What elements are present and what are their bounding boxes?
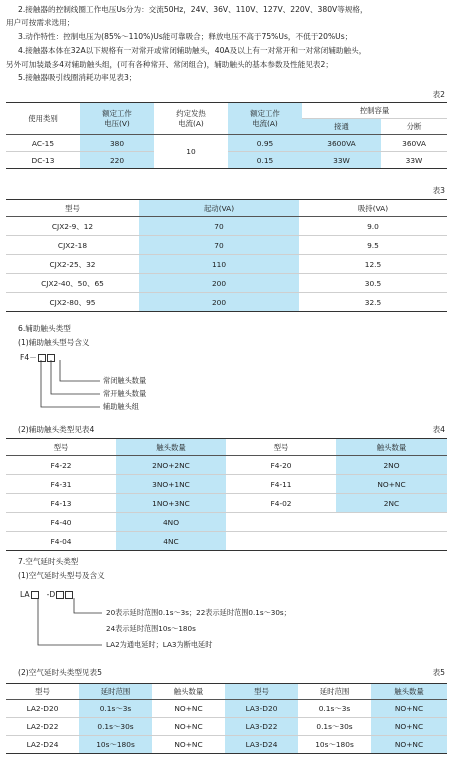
table4-header-model-2: 型号 [226,439,336,456]
table-row: F4-13 1NO+3NC F4-02 2NC [6,494,447,513]
table5-header-range: 延时范围 [79,684,152,700]
section7-title: 7.空气延时头类型 [18,557,79,566]
table-row: DC-13 220 0.15 33W 33W [6,152,447,169]
table3-header-start: 起动(VA) [139,200,299,217]
table4-header-contacts: 触头数量 [116,439,226,456]
table2-header-heat: 约定发热 电流(A) [154,103,228,135]
table5 [6,683,447,754]
table2-label: 表2 [432,90,445,99]
delay-code-mid: -D [46,590,56,599]
table5-header-range-2: 延时范围 [298,684,371,700]
table3-header-model: 型号 [6,200,139,217]
aux-code-prefix: F4－ [20,353,37,362]
table-row: F4-04 4NC [6,532,447,551]
table2-header-capacity: 控制容量 [302,103,447,119]
table-row: CJX2-9、12 70 9.0 [6,217,447,236]
table2-heat-value: 10 [186,147,196,156]
delay-legend-range-24: 24表示延时范围10s～180s [106,624,196,633]
intro-line: 3.动作特性：控制电压为(85%～110%)Us能可靠吸合；释放电压不高于75%Us，不低于20%Us； [18,32,353,41]
table3-header-hold: 吸持(VA) [299,200,447,217]
section6-sub1: (1)辅助触头型号含义 [18,338,90,347]
delay-code-prefix: LA [20,590,30,599]
section6-title: 6.辅助触头类型 [18,324,71,333]
table2-header-off: 分断 [381,119,447,135]
intro-line: 用户可按需求选用； [6,18,75,27]
intro-line: 2.接触器的控制线圈工作电压Us分为：交流50Hz，24V、36V、110V、127V、220V、380V等规格， [18,5,368,14]
table-row: F4-31 3NO+1NC F4-11 NO+NC [6,475,447,494]
table4-header-contacts-2: 触头数量 [336,439,447,456]
table5-header-contacts: 触头数量 [152,684,225,700]
table3-label: 表3 [432,186,445,195]
delay-legend-range: 20表示延时范围0.1s～3s；22表示延时范围0.1s～30s； [106,608,291,617]
table-row: AC-15 380 10 0.95 3600VA 360VA [6,135,447,152]
table2-header-on: 接通 [302,119,381,135]
table2-header-voltage: 额定工作 电压(V) [80,103,154,135]
section7-sub1: (1)空气延时头型号及含义 [18,571,105,580]
section6-sub2: (2)辅助触头类型见表4 [18,425,95,434]
table5-header-contacts-2: 触头数量 [371,684,447,700]
aux-legend-no: 常开触头数量 [103,389,147,398]
table-row: CJX2-40、50、65 200 30.5 [6,274,447,293]
table-row: LA2-D24 10s～180s NO+NC LA3-D24 10s～180s NO+NC [6,736,447,754]
section7-sub2: (2)空气延时头类型见表5 [18,668,102,677]
table2-header-type: 使用类别 [6,103,80,135]
table-row: LA2-D20 0.1s～3s NO+NC LA3-D20 0.1s～3s NO+NC [6,700,447,718]
table5-header-model-2: 型号 [225,684,298,700]
aux-legend-nc: 常闭触头数量 [103,376,147,385]
aux-legend-group: 辅助触头组 [103,402,139,411]
table2-header-current: 额定工作 电流(A) [228,103,302,135]
delay-legend-type: LA2为通电延时；LA3为断电延时 [106,640,213,649]
intro-line: 5.接触器吸引线圈消耗功率见表3； [18,73,137,82]
table-row: LA2-D22 0.1s～30s NO+NC LA3-D22 0.1s～30s NO+NC [6,718,447,736]
intro-line: 另外可加装最多4对辅助触头组，(可有各种常开、常闭组合)，辅助触头的基本参数及性能见表2； [6,60,333,69]
table5-header-model: 型号 [6,684,79,700]
table-row: F4-40 4NO [6,513,447,532]
table5-label: 表5 [432,668,445,677]
table-row: CJX2-25、32 110 12.5 [6,255,447,274]
intro-line: 4.接触器本体在32A以下规格有一对常开或常闭辅助触头，40A及以上有一对常开和一对常闭辅助触头， [18,46,367,55]
table4-header-model: 型号 [6,439,116,456]
table4-label: 表4 [432,425,445,434]
table-row: CJX2-18 70 9.5 [6,236,447,255]
table-row: F4-22 2NO+2NC F4-20 2NO [6,456,447,475]
table-row: CJX2-80、95 200 32.5 [6,293,447,312]
